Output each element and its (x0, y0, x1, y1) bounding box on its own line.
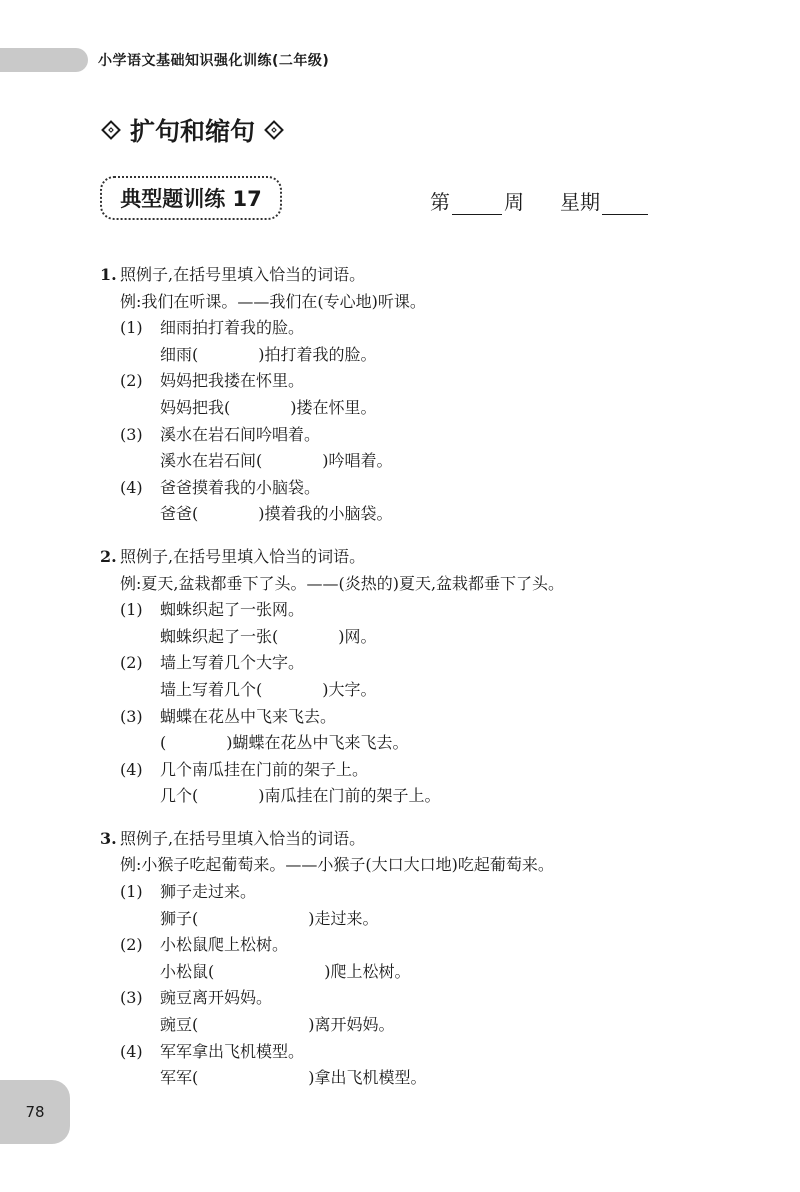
item-sentence-line (100, 368, 740, 395)
item-sentence-line (100, 985, 740, 1012)
item-sentence: 军军拿出飞机模型。 (160, 1041, 305, 1061)
fill-before: 狮子( (160, 908, 199, 928)
fill-after: )爬上松树。 (324, 961, 411, 981)
item-label: (4) (120, 1041, 143, 1061)
fill-after: )搂在怀里。 (290, 397, 377, 417)
fill-before: ( (160, 733, 167, 753)
fill-after: )大字。 (322, 679, 377, 699)
week-label-di: 第 (430, 190, 450, 214)
question-instruction-line (100, 826, 740, 853)
item-label: (3) (120, 424, 143, 444)
fill-after: )离开妈妈。 (308, 1015, 395, 1035)
item-label: (2) (120, 935, 143, 955)
section-title-text: 扩句和缩句 (130, 117, 256, 146)
item-label: (2) (120, 653, 143, 673)
item-fill-line (100, 395, 740, 422)
weekday-blank[interactable] (602, 194, 648, 215)
item-sentence: 爸爸摸着我的小脑袋。 (160, 477, 321, 497)
question-instruction-line (100, 544, 740, 571)
item-sentence: 豌豆离开妈妈。 (160, 988, 273, 1008)
question-number: 1. (100, 265, 117, 284)
item-sentence-line (100, 422, 740, 449)
question-instruction: 照例子,在括号里填入恰当的词语。 (120, 828, 366, 848)
item-sentence: 蝴蝶在花丛中飞来飞去。 (160, 706, 337, 726)
item-fill-line (100, 501, 740, 528)
question-instruction: 照例子,在括号里填入恰当的词语。 (120, 546, 366, 566)
item-sentence: 小松鼠爬上松树。 (160, 935, 289, 955)
item-fill-line (100, 1065, 740, 1092)
fill-after: )南瓜挂在门前的架子上。 (258, 786, 441, 806)
item-sentence-line (100, 879, 740, 906)
question-number: 3. (100, 828, 117, 848)
question-example: 例:小猴子吃起葡萄来。——小猴子(大口大口地)吃起葡萄来。 (120, 855, 554, 875)
item-sentence-line (100, 932, 740, 959)
week-label-zhou: 周 (504, 190, 524, 214)
fill-before: 爸爸( (160, 504, 199, 524)
weekday-label: 星期 (560, 190, 600, 214)
item-label: (3) (120, 988, 143, 1008)
item-sentence: 溪水在岩石间吟唱着。 (160, 424, 321, 444)
fill-before: 妈妈把我( (160, 397, 231, 417)
item-label: (1) (120, 882, 143, 902)
week-day-field (430, 186, 648, 215)
item-fill-line (100, 730, 740, 757)
running-header: 小学语文基础知识强化训练(二年级) (98, 53, 330, 69)
item-sentence-line (100, 1039, 740, 1066)
item-fill-line (100, 959, 740, 986)
item-label: (1) (120, 600, 143, 620)
diamond-icon (264, 120, 284, 140)
item-fill-line (100, 448, 740, 475)
page-number-tab (0, 1080, 70, 1144)
item-sentence: 细雨拍打着我的脸。 (160, 318, 305, 338)
question-example: 例:夏天,盆栽都垂下了头。——(炎热的)夏天,盆栽都垂下了头。 (120, 573, 565, 593)
question-example: 例:我们在听课。——我们在(专心地)听课。 (120, 291, 426, 311)
item-fill-line (100, 624, 740, 651)
item-sentence-line (100, 757, 740, 784)
question-1 (100, 262, 740, 528)
item-label: (1) (120, 318, 143, 338)
item-sentence-line (100, 650, 740, 677)
week-number-blank[interactable] (452, 194, 502, 215)
item-sentence-line (100, 315, 740, 342)
diamond-icon (101, 120, 121, 140)
exercise-label-box (100, 176, 282, 220)
item-sentence-line (100, 704, 740, 731)
item-fill-line (100, 677, 740, 704)
page-number: 78 (25, 1103, 45, 1121)
item-sentence: 妈妈把我搂在怀里。 (160, 371, 305, 391)
fill-before: 几个( (160, 786, 199, 806)
item-sentence-line (100, 597, 740, 624)
item-sentence: 狮子走过来。 (160, 882, 257, 902)
question-2 (100, 544, 740, 810)
fill-after: )蝴蝶在花丛中飞来飞去。 (226, 733, 409, 753)
item-fill-line (100, 342, 740, 369)
fill-before: 溪水在岩石间( (160, 451, 263, 471)
fill-after: )摸着我的小脑袋。 (258, 504, 393, 524)
fill-before: 小松鼠( (160, 961, 215, 981)
exercise-label: 典型题训练 17 (120, 187, 262, 211)
item-label: (4) (120, 477, 143, 497)
item-sentence-line (100, 475, 740, 502)
fill-before: 细雨( (160, 344, 199, 364)
fill-after: )拿出飞机模型。 (308, 1068, 427, 1088)
fill-before: 墙上写着几个( (160, 679, 263, 699)
item-sentence: 墙上写着几个大字。 (160, 653, 305, 673)
header-tab-decoration (0, 48, 88, 72)
item-label: (3) (120, 706, 143, 726)
fill-after: )网。 (338, 626, 377, 646)
question-number: 2. (100, 546, 117, 566)
item-label: (2) (120, 371, 143, 391)
fill-before: 军军( (160, 1068, 199, 1088)
section-title (100, 112, 285, 148)
item-fill-line (100, 906, 740, 933)
question-instruction-line (100, 262, 740, 289)
item-fill-line (100, 783, 740, 810)
item-sentence: 蜘蛛织起了一张网。 (160, 600, 305, 620)
question-list (100, 262, 740, 1108)
item-label: (4) (120, 759, 143, 779)
fill-after: )走过来。 (308, 908, 379, 928)
fill-before: 豌豆( (160, 1015, 199, 1035)
fill-after: )吟唱着。 (322, 451, 393, 471)
fill-before: 蜘蛛织起了一张( (160, 626, 279, 646)
fill-after: )拍打着我的脸。 (258, 344, 377, 364)
question-3 (100, 826, 740, 1092)
item-sentence: 几个南瓜挂在门前的架子上。 (160, 759, 369, 779)
question-instruction: 照例子,在括号里填入恰当的词语。 (120, 265, 366, 284)
item-fill-line (100, 1012, 740, 1039)
